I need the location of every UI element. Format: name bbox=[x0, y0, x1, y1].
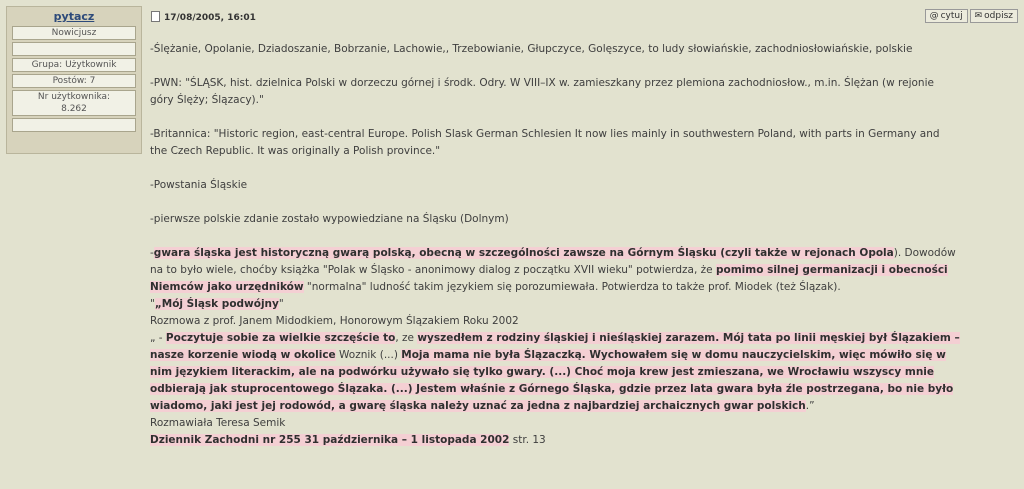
author-post-count: Postów: 7 bbox=[12, 74, 136, 88]
paragraph-britannica-2: the Czech Republic. It was originally a Polish province." bbox=[150, 145, 441, 157]
user-number-label: Nr użytkownika: bbox=[37, 92, 111, 102]
text-segment: "normalna" ludność takim językiem się porozumiewała. Potwierdza to także prof. Miodek (też Ślązak). bbox=[303, 281, 841, 293]
quote-title bbox=[150, 296, 1018, 313]
author-username[interactable]: pytacz bbox=[53, 10, 95, 23]
highlight-segment: wiadomo, jaki jest jej rodowód, a gwarę śląska należy uznać za jedna z najbardziej archaicznych gwar polskich bbox=[150, 400, 806, 412]
text-segment: .” bbox=[805, 400, 815, 412]
quote-line-1 bbox=[150, 330, 1018, 347]
author-group: Grupa: Użytkownik bbox=[12, 58, 136, 72]
text-segment: " bbox=[278, 298, 284, 310]
paragraph-britannica-1: -Britannica: "Historic region, east-central Europe. Polish Slask German Schlesien It now lies mainly in southwestern Poland, with parts in Germany and bbox=[150, 128, 940, 140]
post-body bbox=[150, 24, 1018, 449]
quote-line-2 bbox=[150, 347, 1018, 364]
author-rank: Nowicjusz bbox=[12, 26, 136, 40]
highlight-segment: „Mój Śląsk podwójny bbox=[154, 298, 279, 310]
post-date: 17/08/2005, 16:01 bbox=[164, 13, 256, 23]
highlight-segment: Moja mama nie była Ślązaczką. Wychowałem się w domu nauczycielskim, więc mówiło się w bbox=[401, 349, 946, 361]
reply-icon: ✉ bbox=[974, 11, 983, 21]
quote-author: Rozmawiała Teresa Semik bbox=[150, 417, 286, 429]
quote-source bbox=[150, 432, 1018, 449]
highlight-segment: gwara śląska jest historyczną gwarą polską, obecną w szczególności zawsze na Górnym Śląsku (czyli także w rejonach Opola bbox=[153, 247, 894, 259]
author-user-number bbox=[12, 90, 136, 116]
text-segment: , bbox=[395, 332, 403, 344]
paragraph-dialect-1 bbox=[150, 245, 1018, 262]
post-actions bbox=[925, 9, 1018, 23]
author-avatar-field bbox=[12, 42, 136, 56]
reply-button[interactable] bbox=[970, 9, 1018, 23]
quote-line-5 bbox=[150, 398, 1018, 415]
highlight-segment: Dziennik Zachodni nr 255 31 października – 1 listopada 2002 bbox=[150, 434, 510, 446]
paragraph-dialect-2 bbox=[150, 262, 1018, 279]
text-segment: str. 13 bbox=[509, 434, 546, 446]
paragraph-pwn-1: -PWN: "ŚLĄSK, hist. dzielnica Polski w dorzeczu górnej i środk. Odry. W VIII–IX w. zamieszkany przez plemiona zachodniosłow., m.in. Ślężan (w rejonie bbox=[150, 77, 934, 89]
highlight-segment: odbierają jak stuprocentowego Ślązaka. (...) Jestem właśnie z Górnego Śląska, gdzie przez lata gwara była źle postrzegana, bo nie było bbox=[150, 383, 954, 395]
quote-line-4 bbox=[150, 381, 1018, 398]
user-number-value: 8.262 bbox=[61, 104, 87, 114]
highlight-segment: Niemców jako urzędników bbox=[150, 281, 304, 293]
highlight-segment: Poczytuje sobie za wielkie szczęście to bbox=[165, 332, 396, 344]
text-segment: ze bbox=[402, 332, 418, 344]
author-extra-field bbox=[12, 118, 136, 132]
text-segment: - bbox=[150, 247, 154, 259]
highlight-segment: wyszedłem z rodziny śląskiej i nieśląskiej zarazem. Mój tata po linii męskiej był Ślązakiem – bbox=[417, 332, 960, 344]
text-segment: Woznik (...) bbox=[335, 349, 402, 361]
paragraph-uprisings: -Powstania Śląskie bbox=[150, 179, 248, 191]
post bbox=[150, 6, 1018, 486]
text-segment: na to było wiele, choćby książka "Polak w Śląsko - anonimowy dialog z początku XVII wieku" potwierdza, że bbox=[150, 264, 716, 276]
highlight-segment: nim językiem literackim, ale na podwórku używało się tylko gwary. (...) Choć moja krew jest zmieszana, we Wrocławiu wszyscy mnie bbox=[150, 366, 935, 378]
post-header bbox=[150, 6, 1018, 24]
quote-label: cytuj bbox=[940, 11, 963, 21]
paragraph-dialect-3 bbox=[150, 279, 1018, 296]
post-document-icon bbox=[151, 11, 160, 22]
quote-line-3 bbox=[150, 364, 1018, 381]
highlight-segment: pomimo silnej germanizacji i obecności bbox=[715, 264, 948, 276]
highlight-segment: nasze korzenie wiodą w okolice bbox=[150, 349, 336, 361]
paragraph-tribes: -Ślężanie, Opolanie, Dziadoszanie, Bobrzanie, Lachowie,, Trzebowianie, Głupczyce, Golęszyce, to ludy słowiańskie, zachodniosłowiańskie, polskie bbox=[150, 43, 913, 55]
author-panel bbox=[6, 6, 142, 154]
text-segment: " bbox=[150, 298, 155, 310]
quote-icon: @ bbox=[929, 11, 939, 21]
reply-label: odpisz bbox=[984, 11, 1013, 21]
quote-button[interactable] bbox=[925, 9, 968, 23]
text-segment: „ - bbox=[150, 332, 166, 344]
text-segment: ). Dowodów bbox=[893, 247, 956, 259]
quote-interview-line: Rozmowa z prof. Janem Midodkiem, Honorowym Ślązakiem Roku 2002 bbox=[150, 315, 519, 327]
paragraph-first-sentence: -pierwsze polskie zdanie zostało wypowiedziane na Śląsku (Dolnym) bbox=[150, 213, 509, 225]
paragraph-pwn-2: góry Ślęży; Ślązacy)." bbox=[150, 94, 264, 106]
